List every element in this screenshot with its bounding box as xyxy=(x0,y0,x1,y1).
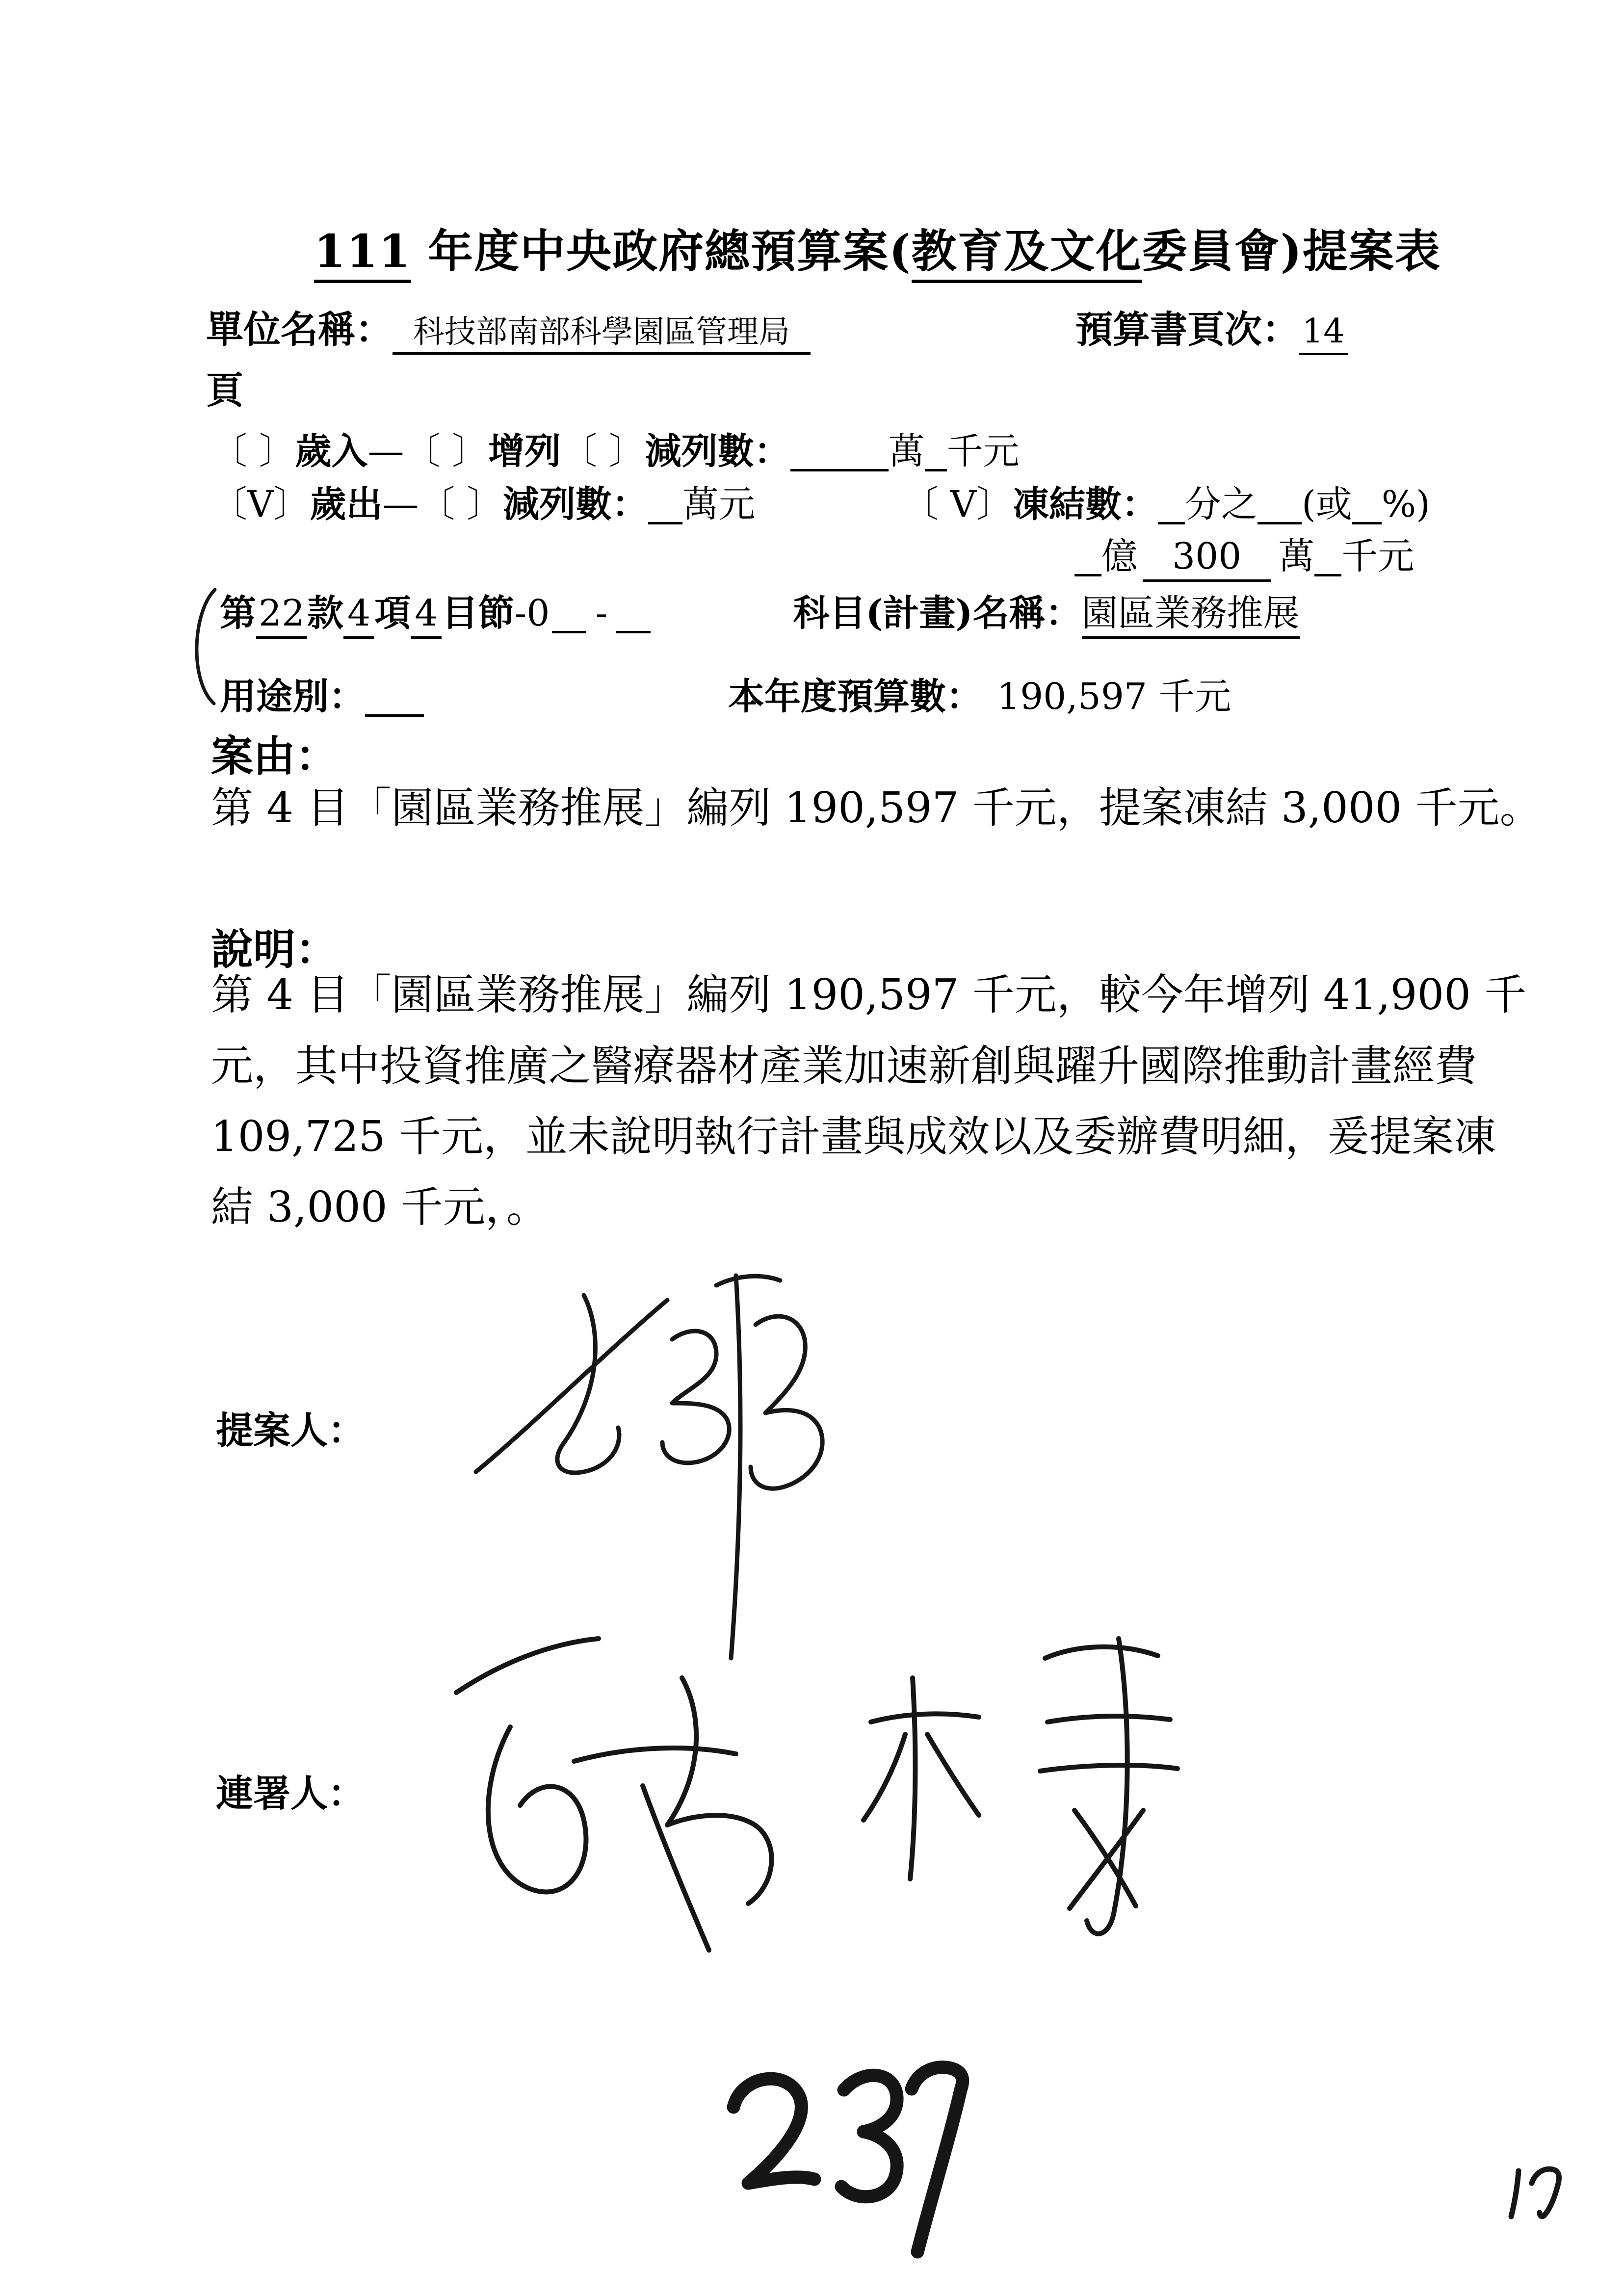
text-segment: 委員會)提案表 xyxy=(1142,225,1441,278)
usage-type-row xyxy=(220,674,1231,720)
text-segment: 111 xyxy=(314,225,411,283)
text-segment: 300 xyxy=(1143,535,1271,582)
text-segment: 園區業務推展 xyxy=(1082,592,1300,639)
text-segment: 14 xyxy=(1299,312,1348,355)
text-segment: 單位名稱： xyxy=(206,308,393,351)
text-segment: 22 xyxy=(256,592,307,639)
blank-field xyxy=(790,436,889,471)
text-segment: -0 xyxy=(514,592,550,634)
text-segment: 款 xyxy=(307,592,344,634)
text-segment: 減列數： xyxy=(502,483,648,525)
blank-field xyxy=(1352,489,1382,524)
page-unit-wrap: 頁 xyxy=(206,368,243,412)
text-segment: 千元 xyxy=(1341,535,1414,577)
text-segment: 第 xyxy=(220,592,256,634)
text-segment: 預算書頁次： xyxy=(1075,308,1299,351)
corner-number-handwritten xyxy=(1501,2159,1570,2227)
text-segment: 〔 〕 xyxy=(561,430,645,472)
text-segment: (或 xyxy=(1301,483,1352,525)
text-segment: — xyxy=(382,483,419,525)
blank-field xyxy=(1257,489,1302,524)
text-segment: 〔 〕 xyxy=(419,483,503,525)
text-segment: 千元 xyxy=(946,430,1020,472)
text-segment: 本年度預算數： xyxy=(728,676,982,718)
explanation-line: 元，其中投資推廣之醫療器材產業加速新創與躍升國際推動計畫經費 xyxy=(211,1042,1477,1091)
page-title xyxy=(314,223,1441,280)
text-segment: 科技部南部科學園區管理局 xyxy=(393,314,811,355)
text-segment: 教育及文化 xyxy=(912,225,1142,283)
explanation-line: 結 3,000 千元，。 xyxy=(211,1183,549,1232)
blank-field xyxy=(616,598,651,633)
cosigner-signature-1 xyxy=(437,1629,800,1962)
blank-field xyxy=(1314,541,1341,576)
text-segment: 增列 xyxy=(488,430,561,472)
blank-field xyxy=(552,598,586,633)
text-segment: 用途別： xyxy=(220,676,365,718)
text-segment: 減列數： xyxy=(645,430,790,472)
explanation-line: 第 4 目「園區業務推展」編列 190,597 千元，較今年增列 41,900 千 xyxy=(211,970,1527,1019)
text-segment: 億 xyxy=(1101,535,1138,577)
proposer-signature xyxy=(461,1266,844,1673)
text-segment: 萬 xyxy=(888,430,925,472)
proposer-label: 提案人： xyxy=(216,1409,365,1452)
text-segment: 歲出 xyxy=(310,483,383,525)
text-segment: 凍結數： xyxy=(1012,483,1158,525)
case-label: 案由： xyxy=(211,731,338,781)
text-segment: 4 xyxy=(343,592,374,639)
case-body: 第 4 目「園區業務推展」編列 190,597 千元，提案凍結 3,000 千元。 xyxy=(211,783,1542,833)
page-number-handwritten xyxy=(702,2041,967,2257)
text-segment: - xyxy=(595,592,608,634)
blank-field xyxy=(648,489,682,524)
text-segment: %) xyxy=(1381,483,1431,525)
text-segment: 科目(計畫)名稱： xyxy=(793,592,1082,634)
blank-field xyxy=(1074,541,1101,576)
item-code-row xyxy=(220,591,1300,636)
text-segment: 萬元 xyxy=(682,483,755,525)
revenue-checkbox-row xyxy=(211,429,1020,474)
text-segment: 分之 xyxy=(1184,483,1257,525)
freeze-amount-row xyxy=(1074,534,1414,579)
text-segment: 年度中央政府總預算案( xyxy=(411,225,912,278)
text-segment: 項 xyxy=(374,592,411,634)
text-segment: 〔 〕 xyxy=(211,430,295,472)
cosigner-signature-2 xyxy=(854,1619,1187,1962)
blank-field xyxy=(365,681,424,717)
text-segment: 〔V〕 xyxy=(211,483,310,525)
text-segment: 4 xyxy=(411,592,442,639)
text-segment: 〔 V〕 xyxy=(902,483,1013,525)
text-segment: 萬 xyxy=(1278,535,1315,577)
explanation-label: 說明： xyxy=(211,925,338,974)
explanation-line: 109,725 千元，並未說明執行計畫與成效以及委辦費明細，爰提案凍 xyxy=(211,1112,1496,1161)
unit-name-row xyxy=(206,306,1348,353)
left-bracket xyxy=(183,587,222,707)
text-segment: — xyxy=(367,430,404,472)
expenditure-checkbox-row xyxy=(211,482,1430,527)
blank-field xyxy=(925,436,947,471)
cosigner-label: 連署人： xyxy=(216,1772,365,1815)
text-segment: 〔 〕 xyxy=(404,430,489,472)
blank-field xyxy=(1158,489,1185,524)
text-segment: 190,597 千元 xyxy=(997,676,1231,718)
text-segment: 目節 xyxy=(442,592,515,634)
text-segment: 歲入 xyxy=(295,430,368,472)
